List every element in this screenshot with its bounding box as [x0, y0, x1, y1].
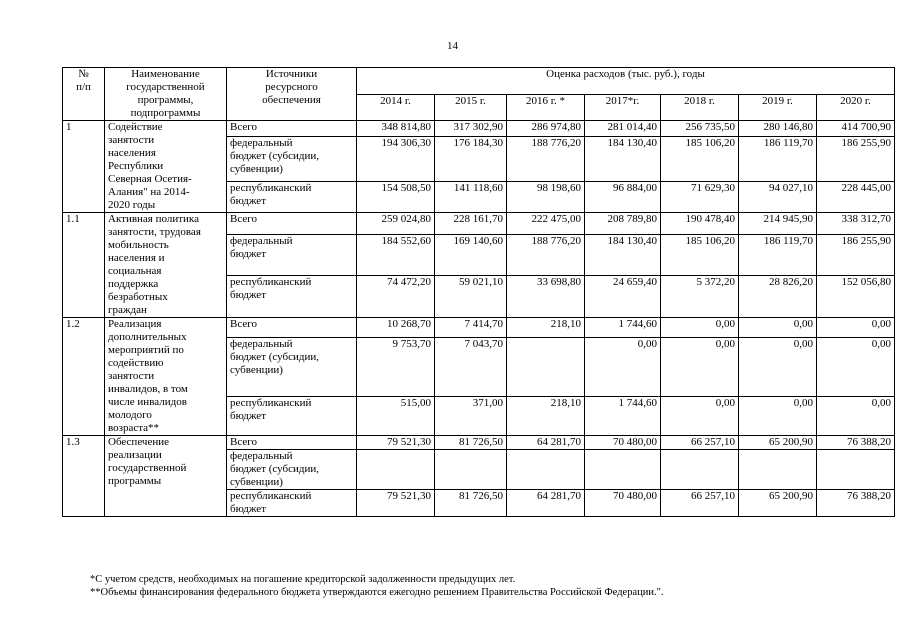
section-number: 1.3: [63, 436, 105, 517]
amount-cell: 1 744,60: [585, 396, 661, 435]
header-source: Источники ресурсного обеспечения: [227, 68, 357, 121]
header-year: 2020 г.: [817, 94, 895, 121]
header-year: 2018 г.: [661, 94, 739, 121]
amount-cell: 64 281,70: [507, 436, 585, 450]
table-row: [63, 121, 895, 137]
amount-cell: 169 140,60: [435, 234, 507, 276]
section-number: 1.2: [63, 318, 105, 436]
amount-cell: 190 478,40: [661, 213, 739, 235]
section-name: Содействие занятости населения Республики Северная Осетия- Алания" на 2014- 2020 годы: [105, 121, 227, 213]
section-name: Активная политика занятости, трудовая мобильность населения и социальная поддержка безработных граждан: [105, 213, 227, 318]
table-row: [63, 436, 895, 450]
header-num: № п/п: [63, 68, 105, 121]
amount-cell: 208 789,80: [585, 213, 661, 235]
amount-cell: 81 726,50: [435, 436, 507, 450]
funding-source: Всего: [227, 121, 357, 137]
amount-cell: 228 161,70: [435, 213, 507, 235]
amount-cell: 184 552,60: [357, 234, 435, 276]
amount-cell: [435, 450, 507, 490]
amount-cell: 71 629,30: [661, 182, 739, 213]
amount-cell: 281 014,40: [585, 121, 661, 137]
amount-cell: 5 372,20: [661, 276, 739, 318]
amount-cell: 76 388,20: [817, 490, 895, 517]
funding-source: Всего: [227, 213, 357, 235]
amount-cell: 152 056,80: [817, 276, 895, 318]
funding-source: Всего: [227, 436, 357, 450]
funding-source: республиканский бюджет: [227, 490, 357, 517]
amount-cell: 218,10: [507, 396, 585, 435]
amount-cell: 96 884,00: [585, 182, 661, 213]
amount-cell: 0,00: [817, 318, 895, 338]
amount-cell: 33 698,80: [507, 276, 585, 318]
amount-cell: 186 255,90: [817, 136, 895, 181]
amount-cell: 79 521,30: [357, 490, 435, 517]
header-year: 2017*г.: [585, 94, 661, 121]
amount-cell: 64 281,70: [507, 490, 585, 517]
funding-source: республиканский бюджет: [227, 182, 357, 213]
funding-source: федеральный бюджет (субсидии, субвенции): [227, 136, 357, 181]
amount-cell: 184 130,40: [585, 234, 661, 276]
amount-cell: 317 302,90: [435, 121, 507, 137]
funding-source: республиканский бюджет: [227, 276, 357, 318]
amount-cell: 188 776,20: [507, 136, 585, 181]
amount-cell: 256 735,50: [661, 121, 739, 137]
budget-table-body: [63, 68, 895, 517]
amount-cell: 65 200,90: [739, 436, 817, 450]
amount-cell: 186 255,90: [817, 234, 895, 276]
amount-cell: 7 414,70: [435, 318, 507, 338]
funding-source: Всего: [227, 318, 357, 338]
amount-cell: 371,00: [435, 396, 507, 435]
amount-cell: 76 388,20: [817, 436, 895, 450]
amount-cell: 185 106,20: [661, 136, 739, 181]
header-year: 2016 г. *: [507, 94, 585, 121]
funding-source: республиканский бюджет: [227, 396, 357, 435]
amount-cell: 81 726,50: [435, 490, 507, 517]
page-number: 14: [447, 40, 458, 52]
amount-cell: 65 200,90: [739, 490, 817, 517]
amount-cell: 59 021,10: [435, 276, 507, 318]
amount-cell: 176 184,30: [435, 136, 507, 181]
header-row: [63, 68, 895, 95]
section-name: Обеспечение реализации государственной программы: [105, 436, 227, 517]
amount-cell: 259 024,80: [357, 213, 435, 235]
amount-cell: 184 130,40: [585, 136, 661, 181]
amount-cell: 0,00: [817, 338, 895, 396]
amount-cell: 0,00: [585, 338, 661, 396]
amount-cell: 0,00: [661, 338, 739, 396]
amount-cell: 0,00: [661, 318, 739, 338]
amount-cell: 0,00: [661, 396, 739, 435]
amount-cell: 338 312,70: [817, 213, 895, 235]
table-row: [63, 213, 895, 235]
amount-cell: 98 198,60: [507, 182, 585, 213]
header-program-name: Наименование государственной программы, подпрограммы: [105, 68, 227, 121]
header-year: 2019 г.: [739, 94, 817, 121]
amount-cell: 10 268,70: [357, 318, 435, 338]
section-number: 1: [63, 121, 105, 213]
amount-cell: 1 744,60: [585, 318, 661, 338]
amount-cell: 228 445,00: [817, 182, 895, 213]
amount-cell: 186 119,70: [739, 234, 817, 276]
amount-cell: [357, 450, 435, 490]
table-row: [63, 318, 895, 338]
amount-cell: 218,10: [507, 318, 585, 338]
amount-cell: 515,00: [357, 396, 435, 435]
amount-cell: 414 700,90: [817, 121, 895, 137]
amount-cell: 28 826,20: [739, 276, 817, 318]
amount-cell: 186 119,70: [739, 136, 817, 181]
amount-cell: 194 306,30: [357, 136, 435, 181]
header-estimate: Оценка расходов (тыс. руб.), годы: [357, 68, 895, 95]
funding-source: федеральный бюджет: [227, 234, 357, 276]
amount-cell: 348 814,80: [357, 121, 435, 137]
header-year: 2015 г.: [435, 94, 507, 121]
amount-cell: 222 475,00: [507, 213, 585, 235]
amount-cell: 0,00: [739, 396, 817, 435]
amount-cell: [739, 450, 817, 490]
funding-source: федеральный бюджет (субсидии, субвенции): [227, 338, 357, 396]
amount-cell: 79 521,30: [357, 436, 435, 450]
budget-table: [62, 67, 895, 517]
amount-cell: [507, 450, 585, 490]
amount-cell: 0,00: [739, 338, 817, 396]
amount-cell: 0,00: [817, 396, 895, 435]
header-year: 2014 г.: [357, 94, 435, 121]
amount-cell: 188 776,20: [507, 234, 585, 276]
amount-cell: [661, 450, 739, 490]
amount-cell: 24 659,40: [585, 276, 661, 318]
amount-cell: 286 974,80: [507, 121, 585, 137]
amount-cell: 214 945,90: [739, 213, 817, 235]
amount-cell: [817, 450, 895, 490]
amount-cell: 70 480,00: [585, 490, 661, 517]
footnote: *С учетом средств, необходимых на погашение кредиторской задолженности предыдущих лет.: [90, 574, 516, 585]
amount-cell: 74 472,20: [357, 276, 435, 318]
amount-cell: 185 106,20: [661, 234, 739, 276]
amount-cell: [507, 338, 585, 396]
funding-source: федеральный бюджет (субсидии, субвенции): [227, 450, 357, 490]
section-number: 1.1: [63, 213, 105, 318]
amount-cell: 66 257,10: [661, 436, 739, 450]
amount-cell: [585, 450, 661, 490]
amount-cell: 280 146,80: [739, 121, 817, 137]
amount-cell: 70 480,00: [585, 436, 661, 450]
amount-cell: 94 027,10: [739, 182, 817, 213]
section-name: Реализация дополнительных мероприятий по содействию занятости инвалидов, в том числе инвалидов молодого возраста**: [105, 318, 227, 436]
amount-cell: 9 753,70: [357, 338, 435, 396]
amount-cell: 0,00: [739, 318, 817, 338]
footnotes: [90, 573, 664, 599]
amount-cell: 7 043,70: [435, 338, 507, 396]
amount-cell: 141 118,60: [435, 182, 507, 213]
footnote: **Объемы финансирования федерального бюджета утверждаются ежегодно решением Правительства Российской Федерации.".: [90, 587, 664, 598]
amount-cell: 66 257,10: [661, 490, 739, 517]
amount-cell: 154 508,50: [357, 182, 435, 213]
